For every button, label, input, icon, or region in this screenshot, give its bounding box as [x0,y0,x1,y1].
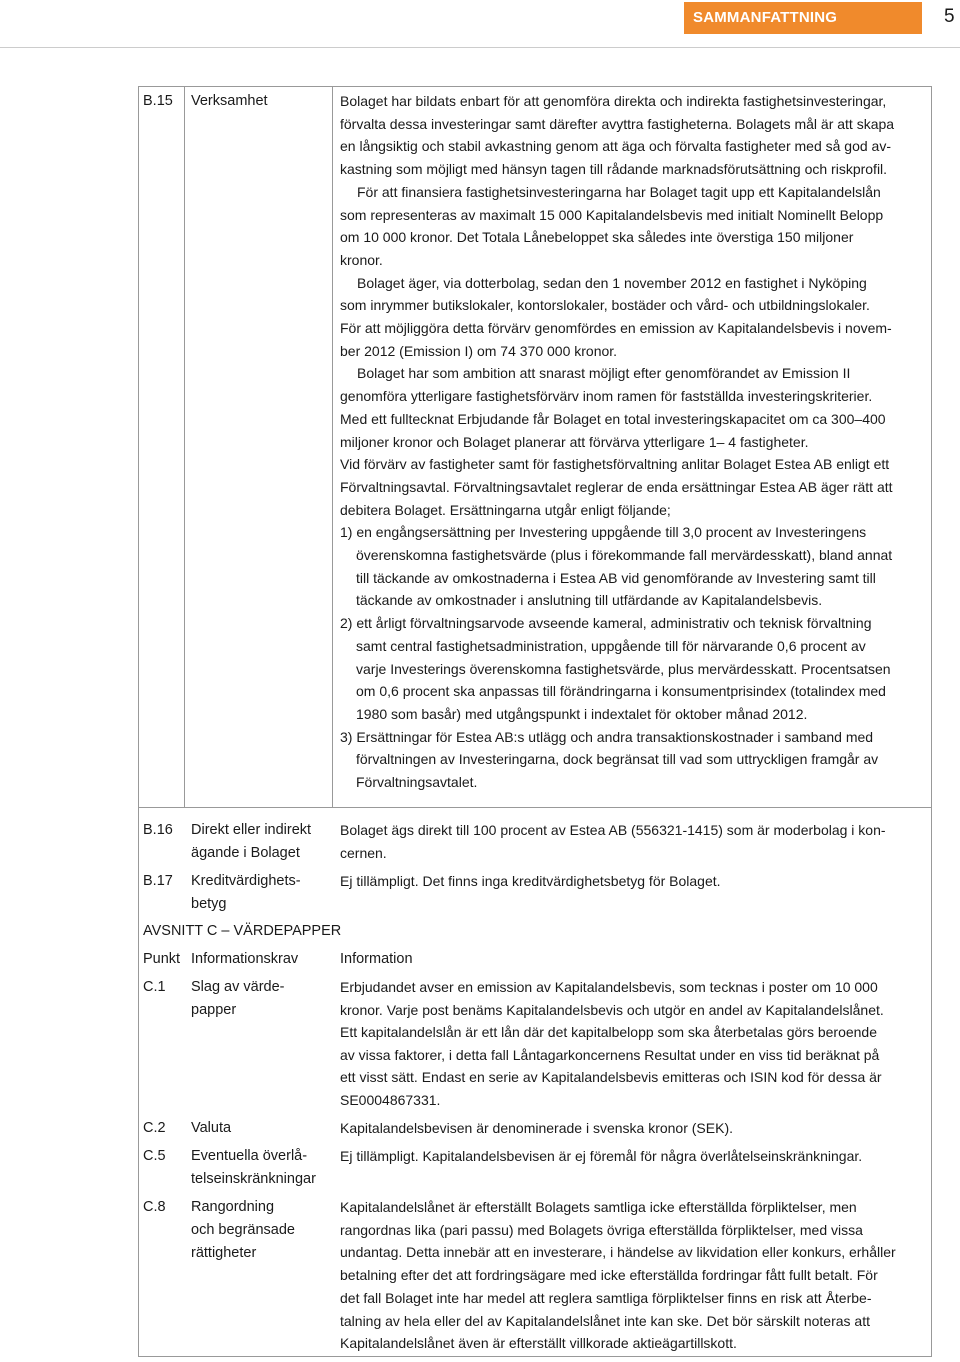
c8-text-line: Kapitalandelslånet även är efterställt villkorade aktieägartillskott. [340,1335,737,1352]
b15-text-line: 3) Ersättningar för Estea AB:s utlägg och andra transaktionskostnader i samband med [340,728,874,745]
b15-text-line: Bolaget har som ambition att snarast möjligt efter genomförandet av Emission II [357,365,851,382]
c1-code: C.1 [143,979,166,995]
col-header-info: Information [340,951,413,967]
c1-label-line: Slag av värde- [191,979,285,995]
b15-text-line: genomföra ytterligare fastighetsförvärv inom ramen för fastställda investeringskriterier. [340,388,873,405]
col-header-punkt: Punkt [143,951,181,967]
page-number: 5 [944,6,955,27]
b16-label-line: Direkt eller indirekt [191,822,312,838]
c8-text-line: rangordnas lika (pari passu) med Bolagets övriga efterställda förpliktelser, med vissa [340,1221,863,1238]
b16-label-line: ägande i Bolaget [191,845,300,861]
b15-text-line: täckande av omkostnader i anslutning till utfärdande av Kapitalandelsbevis. [356,592,823,609]
c1-label-line: papper [191,1002,237,1018]
b15-code: B.15 [143,93,173,109]
b15-text-line: miljoner kronor och Bolaget planerar att förvärva ytterligare 1– 4 fastigheter. [340,433,809,450]
header-rule [0,47,960,48]
b15-text-line: Förvaltningsavtal. Förvaltningsavtalet reglerar de enda ersättningar Estea AB äger rätt att [340,478,893,495]
b17-code: B.17 [143,873,173,889]
c8-text-line: undantag. Detta innebär att en investerare, i händelse av likvidation eller konkurs, erhåller [340,1244,896,1261]
b15-text-line: Förvaltningsavtalet. [356,774,478,790]
c1-text-line: SE0004867331. [340,1092,441,1108]
c5-label-line: Eventuella överlå- [191,1148,308,1164]
b17-text-line: Ej tillämpligt. Det finns inga kreditvärdighetsbetyg för Bolaget. [340,873,721,889]
b15-text-line: För att möjliggöra detta förvärv genomfördes en emission av Kapitalandelsbevis i novem- [340,320,892,336]
section-tab: SAMMANFATTNING [684,2,922,34]
c2-text-line: Kapitalandelsbevisen är denominerade i svenska kronor (SEK). [340,1120,733,1136]
b15-text-line: 1) en engångsersättning per Investering uppgående till 3,0 procent av Investeringens [340,524,867,541]
c5-code: C.5 [143,1148,166,1164]
b15-text-line: förvalta dessa investeringar samt därefter avyttra fastigheterna. Bolagets mål är att skapa [340,115,895,132]
row-divider [138,807,932,808]
c1-text-line: kronor. Varje post benäms Kapitalandelsbevis och utgör en andel av Kapitalandelslånet. [340,1001,884,1018]
b17-label-line: betyg [191,896,227,912]
section-c-title: AVSNITT C – VÄRDEPAPPER [143,923,342,939]
b15-text-line: som inrymmer butikslokaler, kontorslokaler, bostäder och vård- och utbildningslokaler. [340,297,870,314]
c8-label-line: rättigheter [191,1245,257,1261]
c5-text-line: Ej tillämpligt. Kapitalandelsbevisen är ej föremål för några överlåtelseinskränkningar. [340,1148,863,1164]
b16-code: B.16 [143,822,173,838]
b15-text-line: överenskomna fastighetsvärde (plus i förekommande fall mervärdesskatt), bland annat [356,547,893,563]
c8-text-line: Kapitalandelslånet är efterställt Bolagets samtliga icke efterställda förpliktelser, men [340,1199,857,1215]
b15-text-line: Bolaget äger, via dotterbolag, sedan den 1 november 2012 en fastighet i Nyköping [357,274,867,291]
b15-text-line: kastning som möjligt med hänsyn tagen till rådande marknadsförutsättning och riskprofil. [340,161,888,178]
c2-code: C.2 [143,1120,166,1136]
b16-text-line: cernen. [340,845,387,861]
c8-code: C.8 [143,1199,166,1215]
b15-text-line: förvaltningen av Investeringarna, dock begränsat till vad som uttryckligen framgår av [356,751,879,768]
c2-label: Valuta [191,1120,232,1136]
b15-text-line: ber 2012 (Emission I) om 74 370 000 kronor. [340,342,618,359]
c8-label-line: och begränsade [191,1222,295,1238]
c8-label-line: Rangordning [191,1199,275,1215]
b16-text-line: Bolaget ägs direkt till 100 procent av Estea AB (556321-1415) som är moderbolag i kon- [340,822,886,838]
b15-text-line: Med ett fulltecknat Erbjudande får Bolaget en total investeringskapacitet om ca 300–400 [340,410,886,427]
b15-text-line: till täckande av omkostnaderna i Estea AB vid genomförande av Investering samt till [356,569,876,586]
b15-text-line: kronor. [340,251,383,268]
column-divider [332,87,333,807]
b15-text-line: 1980 som basår) med utgångspunkt i indextalet för oktober månad 2012. [356,705,808,722]
b15-text-line: en långsiktig och stabil avkastning genom att äga och förvalta fastigheter med så god av- [340,138,891,155]
b15-text-line: om 0,6 procent ska anpassas till förändringarna i konsumentprisindex (totalindex med [356,683,886,700]
b15-text-line: Vid förvärv av fastigheter samt för fastighetsförvaltning anlitar Bolaget Estea AB enligt ett [340,456,890,473]
b15-text-line: om 10 000 kronor. Det Totala Lånebeloppet ska således inte överstiga 150 miljoner [340,229,854,246]
column-divider [184,87,185,807]
c8-text-line: det fall Bolaget inte har medel att reglera samtliga förpliktelser finns en risk att Återbe- [340,1289,872,1306]
c5-label-line: telseinskränkningar [191,1171,316,1187]
b15-text-line: samt central fastighetsadministration, uppgående till för närvarande 0,6 procent av [356,637,866,654]
c1-text-line: ett visst sätt. Endast en serie av Kapitalandelsbevis emitteras och ISIN kod för dessa är [340,1069,882,1086]
b15-text-line: som representeras av maximalt 15 000 Kapitalandelsbevis med initialt Nominellt Belopp [340,206,884,223]
c8-text-line: betalning efter det att fordringsägare med icke efterställda fordringar fått fullt betalt. För [340,1267,878,1284]
b15-text-line: För att finansiera fastighetsinvesteringarna har Bolaget tagit upp ett Kapitalandelslån [357,183,881,200]
c1-text-line: Ett kapitalandelslån är ett lån där det kapitalbelopp som ska återbetalas görs beroende [340,1024,878,1041]
b15-text-line: debitera Bolaget. Ersättningarna utgår enligt följande; [340,501,671,518]
b15-text-line: varje Investerings överenskomna fastighetsvärde, plus mervärdesskatt. Procentsatsen [356,660,891,677]
c8-text-line: talning av hela eller del av Kapitalandelslånet inte kan ske. Det bör särskilt noteras att [340,1312,870,1329]
b17-label-line: Kreditvärdighets- [191,873,301,889]
b15-text-line: 2) ett årligt förvaltningsarvode avseende kameral, administrativ och teknisk förvaltning [340,615,872,632]
col-header-krav: Informationskrav [191,951,299,967]
b15-text-line: Bolaget har bildats enbart för att genomföra direkta och indirekta fastighetsinvesteringar, [340,93,887,109]
c1-text-line: Erbjudandet avser en emission av Kapitalandelsbevis, som tecknas i poster om 10 000 [340,979,878,995]
b15-label: Verksamhet [191,93,268,109]
c1-text-line: av vissa faktorer, i detta fall Låntagarkoncernens Resultat under en viss tid beräknat på [340,1046,880,1063]
